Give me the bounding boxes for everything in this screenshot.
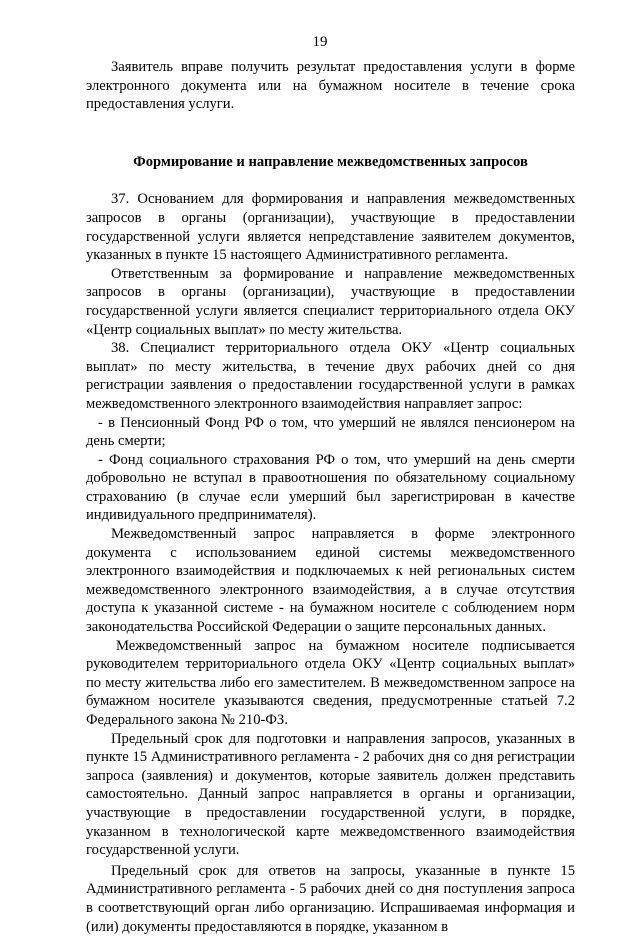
list-item-social-insurance-fund: - Фонд социального страхования РФ о том, что умерший на день смерти добровольно не вступал в правоотношения по обязательному социальному страхованию (в случае если умерший был зарегистрирован в качестве индивидуального предпринимателя). [86,451,575,524]
paragraph-38: 38. Специалист территориального отдела ОКУ «Центр социальных выплат» по месту жительства, в течение двух рабочих дней со дня регистрации заявления о предоставлении государственной услуги в рамках межведомственного электронного взаимодействия направляет запрос: [86,340,575,412]
list-item-pension-fund: - в Пенсионный Фонд РФ о том, что умерший не являлся пенсионером на день смерти; [86,414,575,450]
section-heading: Формирование и направление межведомственных запросов [133,153,528,170]
paragraph-response-deadline: Предельный срок для ответов на запросы, указанные в пункте 15 Административного регламента - 5 рабочих дней со дня поступления запроса в соответствующий орган либо организацию. Испрашиваемая информация и (или) документы предоставляются в порядке, указанном в [86,862,575,935]
intro-paragraph: Заявитель вправе получить результат предоставления услуги в форме электронного документа или на бумажном носителе в течение срока предоставления услуги. [86,59,575,113]
paragraph-37: 37. Основанием для формирования и направления межведомственных запросов в органы (организации), участвующие в предоставлении государственной услуги является непредставление заявителем документов, указанных в пункте 15 настоящего Административного регламента. [86,191,575,264]
document-body [86,58,575,936]
paragraph-paper-request: Межведомственный запрос на бумажном носителе подписывается руководителем территориального отдела ОКУ «Центр социальных выплат» по месту жительства либо его заместителем. В межведомственном запросе на бумажном носителе указываются сведения, предусмотренные статьей 7.2 Федерального закона № 210-ФЗ. [86,637,575,728]
paragraph-preparation-deadline: Предельный срок для подготовки и направления запросов, указанных в пункте 15 Административного регламента - 2 рабочих дня со дня регистрации запроса (заявления) и документов, которые заявитель должен представить самостоятельно. Данный запрос направляется в органы и организации, участвующие в предоставлении государственной услуги, в порядке, указанном в технологической карте межведомственного взаимодействия государственной услуги. [86,730,575,859]
paragraph-responsible: Ответственным за формирование и направление межведомственных запросов в органы (организации), участвующие в предоставлении государственной услуги является специалист территориального отдела ОКУ «Центр социальных выплат» по месту жительства. [86,265,575,338]
paragraph-electronic-request: Межведомственный запрос направляется в форме электронного документа с использованием единой системы межведомственного электронного взаимодействия и подключаемых к ней региональных систем межведомственного электронного взаимодействия, а в случае отсутствия доступа к указанной системе - на бумажном носителе с соблюдением норм законодательства Российской Федерации о защите персональных данных. [86,526,575,636]
page-number: 19 [312,34,328,50]
